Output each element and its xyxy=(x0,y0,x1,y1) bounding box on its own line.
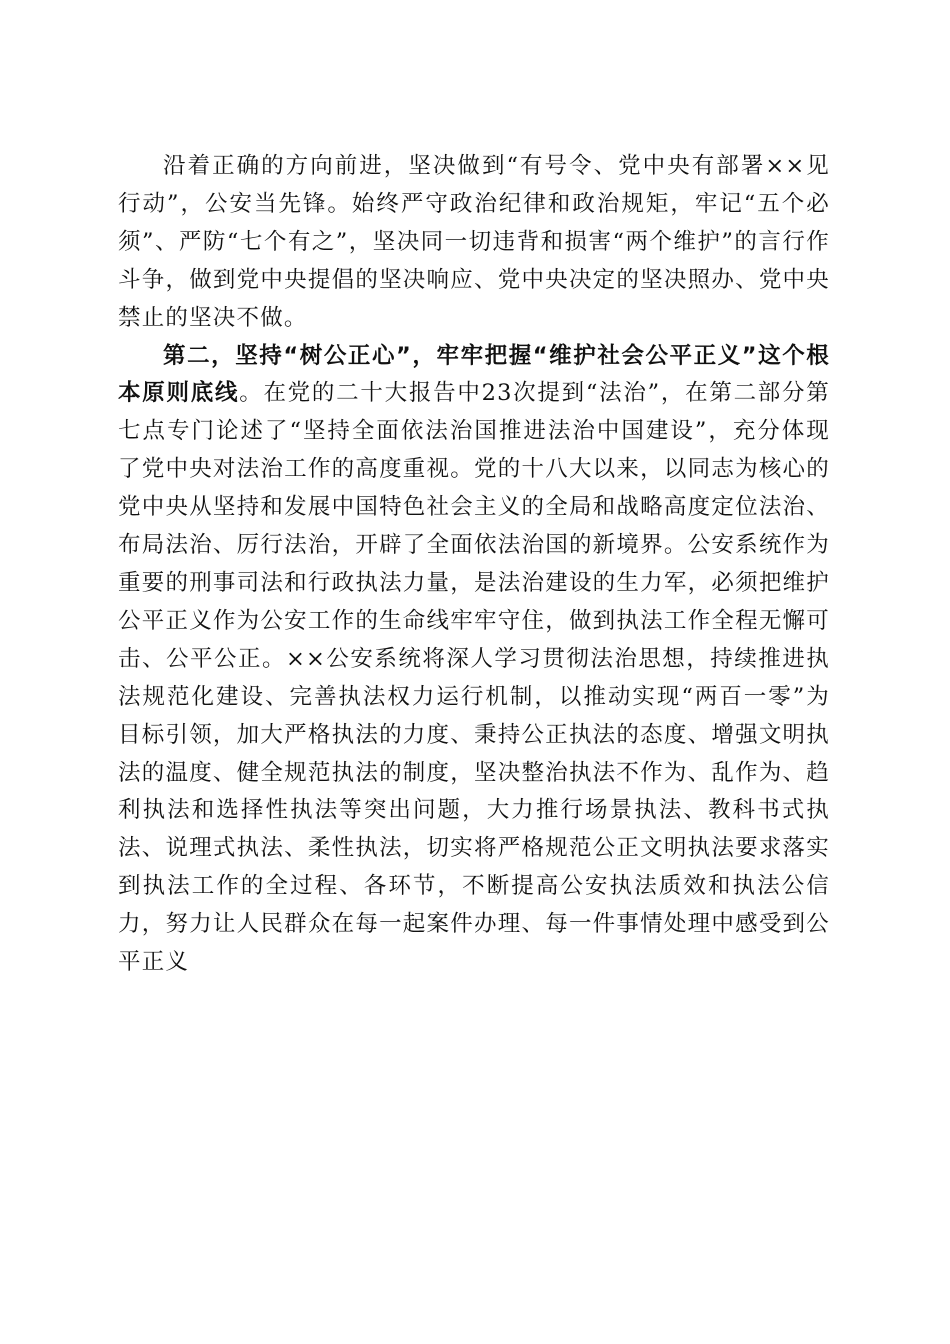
paragraph-1 xyxy=(118,148,830,338)
paragraph-2 xyxy=(118,338,830,982)
paragraph-1-text: 沿着正确的方向前进，坚决做到“有号令、党中央有部署××见行动”，公安当先锋。始终严守政治纪律和政治规矩，牢记“五个必须”、严防“七个有之”，坚决同一切违背和损害“两个维护”的言行作斗争，做到党中央提倡的坚决响应、党中央决定的坚决照办、党中央禁止的坚决不做。 xyxy=(118,153,830,331)
paragraph-2-text: 。在党的二十大报告中23次提到“法治”，在第二部分第七点专门论述了“坚持全面依法治国推进法治中国建设”，充分体现了党中央对法治工作的高度重视。党的十八大以来，以同志为核心的党中央从坚持和发展中国特色社会主义的全局和战略高度定位法治、布局法治、厉行法治，开辟了全面依法治国的新境界。公安系统作为重要的刑事司法和行政执法力量，是法治建设的生力军，必须把维护公平正义作为公安工作的生命线牢牢守住，做到执法工作全程无懈可击、公平公正。××公安系统将深人学习贯彻法治思想，持续推进执法规范化建设、完善执法权力运行机制，以推动实现“两百一零”为目标引领，加大严格执法的力度、秉持公正执法的态度、增强文明执法的温度、健全规范执法的制度，坚决整治执法不作为、乱作为、趋利执法和选择性执法等突出问题，大力推行场景执法、教科书式执法、说理式执法、柔性执法，切实将严格规范公正文明执法要求落实到执法工作的全过程、各环节，不断提高公安执法质效和执法公信力，努力让人民群众在每一起案件办理、每一件事情处理中感受到公平正义 xyxy=(118,380,830,976)
document-body xyxy=(118,148,830,982)
paragraph-2-heading: 第二，坚持“树公正心”，牢牢把握“维护社会公平正义”这个根本原则底线 xyxy=(118,342,830,407)
